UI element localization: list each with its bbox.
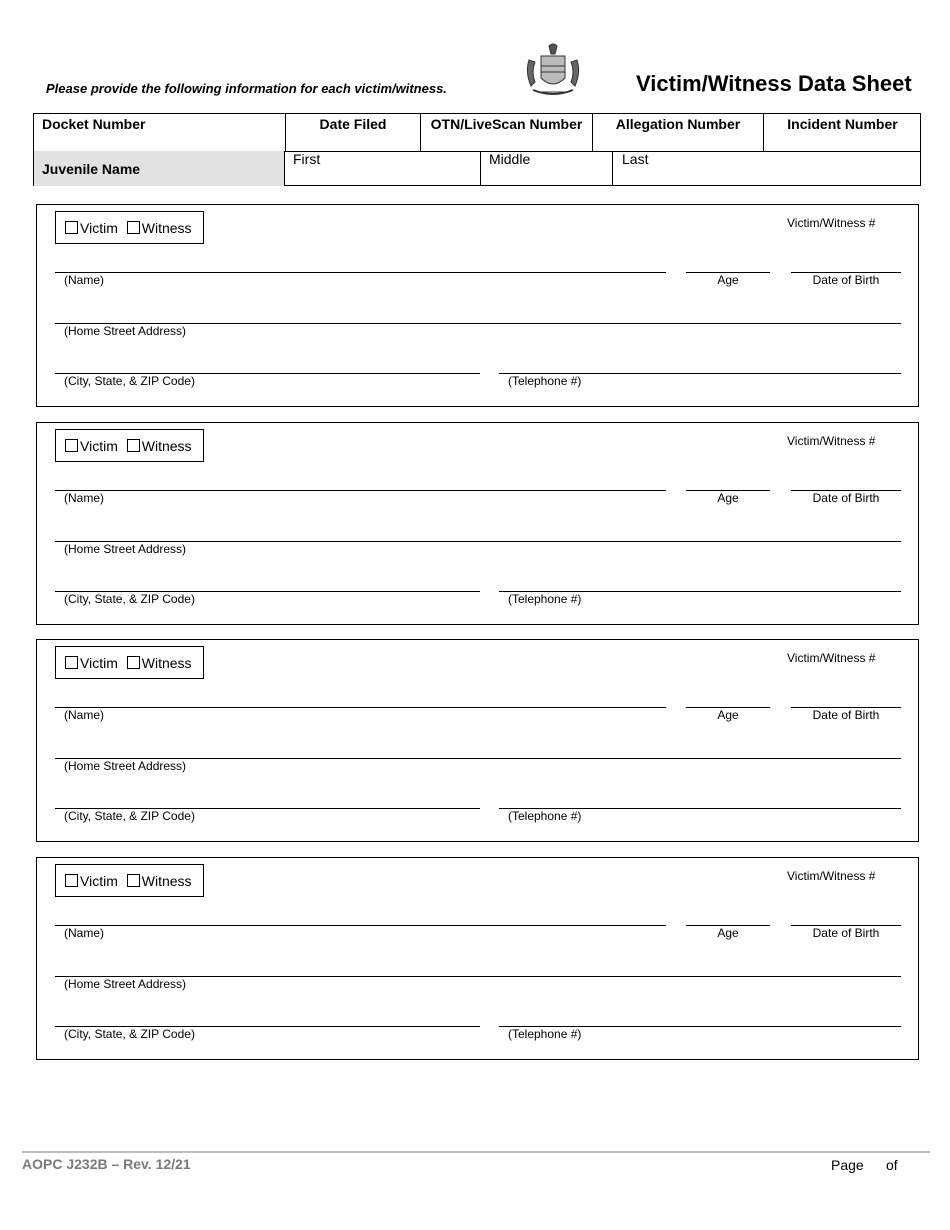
home-street-address-label: (Home Street Address) (64, 542, 187, 556)
telephone-label: (Telephone #) (508, 592, 582, 606)
allegation-number-field[interactable]: Allegation Number (615, 116, 741, 132)
victim-witness-number-label: Victim/Witness # (787, 651, 876, 665)
city-state-zip-label: (City, State, & ZIP Code) (64, 1027, 195, 1041)
name-field[interactable] (55, 925, 666, 926)
victim-witness-number-label: Victim/Witness # (787, 869, 876, 883)
incident-number-field[interactable]: Incident Number (787, 116, 898, 132)
witness-checkbox[interactable] (127, 656, 140, 669)
telephone-label: (Telephone #) (508, 374, 582, 388)
telephone-label: (Telephone #) (508, 1027, 582, 1041)
juvenile-middle-name-field[interactable]: Middle (489, 151, 531, 167)
otn-livescan-field[interactable]: OTN/LiveScan Number (430, 116, 583, 132)
victim-witness-number-label: Victim/Witness # (787, 216, 876, 230)
page-number-label: Page (831, 1157, 864, 1173)
form-id: AOPC J232B – Rev. 12/21 (22, 1156, 191, 1172)
city-state-zip-label: (City, State, & ZIP Code) (64, 592, 195, 606)
city-state-zip-label: (City, State, & ZIP Code) (64, 809, 195, 823)
juvenile-last-name-field[interactable]: Last (622, 151, 649, 167)
page-total-label: of (886, 1157, 898, 1173)
divider (480, 151, 481, 186)
witness-label: Witness (141, 220, 192, 236)
name-label: (Name) (64, 273, 105, 287)
case-info-header-row (34, 114, 920, 152)
victim-label: Victim (80, 655, 118, 671)
telephone-label: (Telephone #) (508, 809, 582, 823)
witness-checkbox[interactable] (127, 439, 140, 452)
witness-label: Witness (141, 438, 192, 454)
docket-number-field[interactable]: Docket Number (42, 116, 146, 132)
city-state-zip-label: (City, State, & ZIP Code) (64, 374, 195, 388)
divider (763, 114, 764, 151)
victim-witness-entry (36, 639, 919, 842)
age-label: Age (717, 708, 739, 722)
victim-label: Victim (80, 220, 118, 236)
victim-witness-selector (55, 864, 204, 897)
pennsylvania-seal-icon (519, 42, 587, 98)
victim-witness-selector (55, 646, 204, 679)
witness-label: Witness (141, 873, 192, 889)
name-field[interactable] (55, 490, 666, 491)
name-field[interactable] (55, 707, 666, 708)
victim-witness-selector (55, 429, 204, 462)
name-label: (Name) (64, 491, 105, 505)
home-street-address-label: (Home Street Address) (64, 977, 187, 991)
victim-checkbox[interactable] (65, 221, 78, 234)
witness-checkbox[interactable] (127, 221, 140, 234)
victim-checkbox[interactable] (65, 439, 78, 452)
case-info-table (33, 113, 921, 186)
victim-witness-selector (55, 211, 204, 244)
page-title: Victim/Witness Data Sheet (636, 71, 912, 96)
victim-witness-entry (36, 857, 919, 1060)
date-filed-field[interactable]: Date Filed (319, 116, 387, 132)
victim-witness-entry (36, 204, 919, 407)
victim-witness-number-label: Victim/Witness # (787, 434, 876, 448)
victim-checkbox[interactable] (65, 874, 78, 887)
instructions-text: Please provide the following information for each victim/witness. (46, 81, 447, 96)
footer-divider (22, 1151, 930, 1153)
divider (592, 114, 593, 151)
victim-witness-entry (36, 422, 919, 625)
date-of-birth-label: Date of Birth (812, 491, 880, 505)
juvenile-first-name-field[interactable]: First (293, 151, 321, 167)
date-of-birth-label: Date of Birth (812, 708, 880, 722)
victim-checkbox[interactable] (65, 656, 78, 669)
date-of-birth-label: Date of Birth (812, 273, 880, 287)
home-street-address-label: (Home Street Address) (64, 759, 187, 773)
victim-label: Victim (80, 438, 118, 454)
juvenile-name-label: Juvenile Name (34, 151, 285, 186)
date-of-birth-label: Date of Birth (812, 926, 880, 940)
age-label: Age (717, 491, 739, 505)
name-field[interactable] (55, 272, 666, 273)
home-street-address-label: (Home Street Address) (64, 324, 187, 338)
divider (612, 151, 613, 186)
name-label: (Name) (64, 708, 105, 722)
victim-label: Victim (80, 873, 118, 889)
age-label: Age (717, 273, 739, 287)
witness-label: Witness (141, 655, 192, 671)
name-label: (Name) (64, 926, 105, 940)
witness-checkbox[interactable] (127, 874, 140, 887)
divider (420, 114, 421, 151)
age-label: Age (717, 926, 739, 940)
divider (285, 114, 286, 151)
